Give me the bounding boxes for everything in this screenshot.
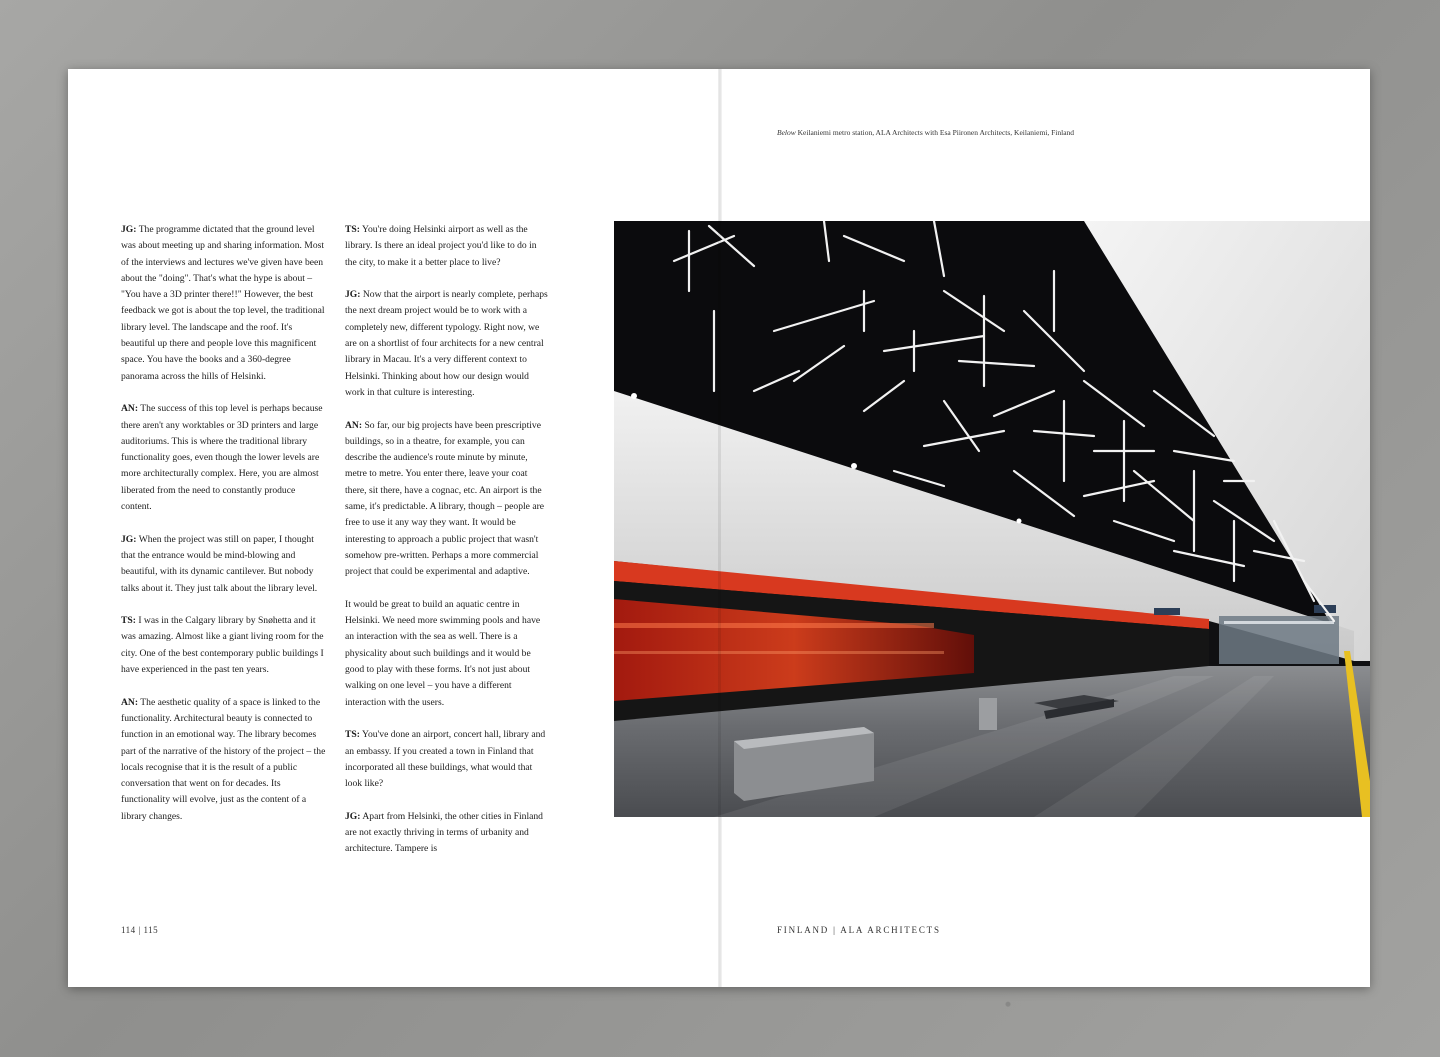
speaker-label: TS: — [345, 224, 360, 235]
speaker-label: AN: — [345, 419, 363, 431]
paragraph-text: You're doing Helsinki airport as well as the library. Is there an ideal project you'd like to do in the city, to make it a better place to live? — [345, 224, 537, 268]
metro-station-photo — [614, 221, 1370, 817]
paragraph — [121, 532, 326, 597]
paragraph — [121, 401, 326, 515]
paragraph-text: Now that the airport is nearly complete, perhaps the next dream project would be to work with a completely new, different typology. Right now, we are on a shortlist of four architects for a new central library in Macau. It's a very different context to Helsinki. Thinking about how our design would work in that culture is interesting. — [345, 289, 548, 398]
paragraph-text: I was in the Calgary library by Snøhetta and it was amazing. Almost like a giant living room for the city. One of the best contemporary public buildings I have experienced in the past ten years. — [121, 615, 324, 676]
speaker-label: JG: — [121, 224, 137, 235]
paragraph-text: The aesthetic quality of a space is linked to the functionality. Architectural beauty is connected to function in an emotional way. The library becomes part of the narrative of the history of the project – the locals recognise that it is the result of a public conversation that went on for decades. Its functionality will evolve, just as the content of a library changes. — [121, 696, 326, 822]
paragraph-text: Apart from Helsinki, the other cities in Finland are not exactly thriving in terms of urbanity and architecture. Tampere is — [345, 810, 543, 855]
magazine-spread — [68, 69, 1370, 987]
paragraph-text: The programme dictated that the ground level was about meeting up and sharing information. Most of the interviews and lectures we've given have been about the "doing". That's what the hype is about – "You have a 3D printer there!!" However, the best feedback we got is about the top level, the traditional library level. The landscape and the roof. It's beautiful up there and people love this magnificent space. You have the books and a 360-degree panorama across the hills of Helsinki. — [121, 224, 325, 382]
paragraph — [345, 222, 550, 271]
running-footer: FINLAND | ALA ARCHITECTS — [777, 925, 941, 935]
page-numbers: 114 | 115 — [121, 925, 159, 935]
paragraph-text: So far, our big projects have been prescriptive buildings, so in a theatre, for example, you can describe the audience's route minute by minute, metre to metre. You enter there, leave your coat there, sit there, have a cognac, etc. An airport is the same, it's predictable. A library, though – people are free to use it any way they want. It would be interesting to approach a public project that wasn't somehow pre-written. Perhaps a more commercial project that could be experimental and adaptive. — [345, 419, 545, 578]
speaker-label: JG: — [345, 810, 361, 822]
text-column-left — [121, 222, 326, 841]
paragraph-text: When the project was still on paper, I thought that the entrance would be mind-blowing and beautiful, with its dynamic cantilever. But nobody talks about it. They just talk about the library level. — [121, 533, 318, 594]
speaker-label: JG: — [121, 533, 137, 545]
paragraph — [121, 222, 326, 385]
caption-text: Keilaniemi metro station, ALA Architects with Esa Piironen Architects, Keilaniemi, Finland — [795, 128, 1075, 137]
paragraph-text: You've done an airport, concert hall, library and an embassy. If you created a town in Finland that incorporated all these buildings, what would that look like? — [345, 729, 546, 790]
caption-label: Below — [777, 128, 796, 137]
paragraph — [345, 418, 550, 581]
speaker-label: TS: — [121, 615, 136, 627]
paragraph-text: The success of this top level is perhaps because there aren't any worktables or 3D printers and large auditoriums. This is where the traditional library functionality goes, even though the lower levels are more architecturally complex. Here, you are almost liberated from the need to constantly produce content. — [121, 403, 323, 513]
paragraph — [345, 809, 550, 858]
paragraph — [121, 695, 326, 825]
paragraph — [345, 727, 550, 792]
paragraph — [345, 597, 550, 711]
text-column-right — [345, 222, 550, 874]
speaker-label: JG: — [345, 289, 361, 301]
metro-station-photo-icon — [614, 221, 1370, 817]
photo-caption — [777, 128, 1074, 137]
speaker-label: AN: — [121, 696, 139, 708]
paragraph-text: It would be great to build an aquatic centre in Helsinki. We need more swimming pools and have an interaction with the sea as well. There is a physicality about such buildings and it would be good to play with these forms. It's not just about walking on one level – you have a different interaction with the users. — [345, 598, 541, 708]
speaker-label: TS: — [345, 729, 360, 741]
speaker-label: AN: — [121, 403, 139, 415]
paragraph — [121, 613, 326, 678]
paragraph — [345, 287, 550, 401]
